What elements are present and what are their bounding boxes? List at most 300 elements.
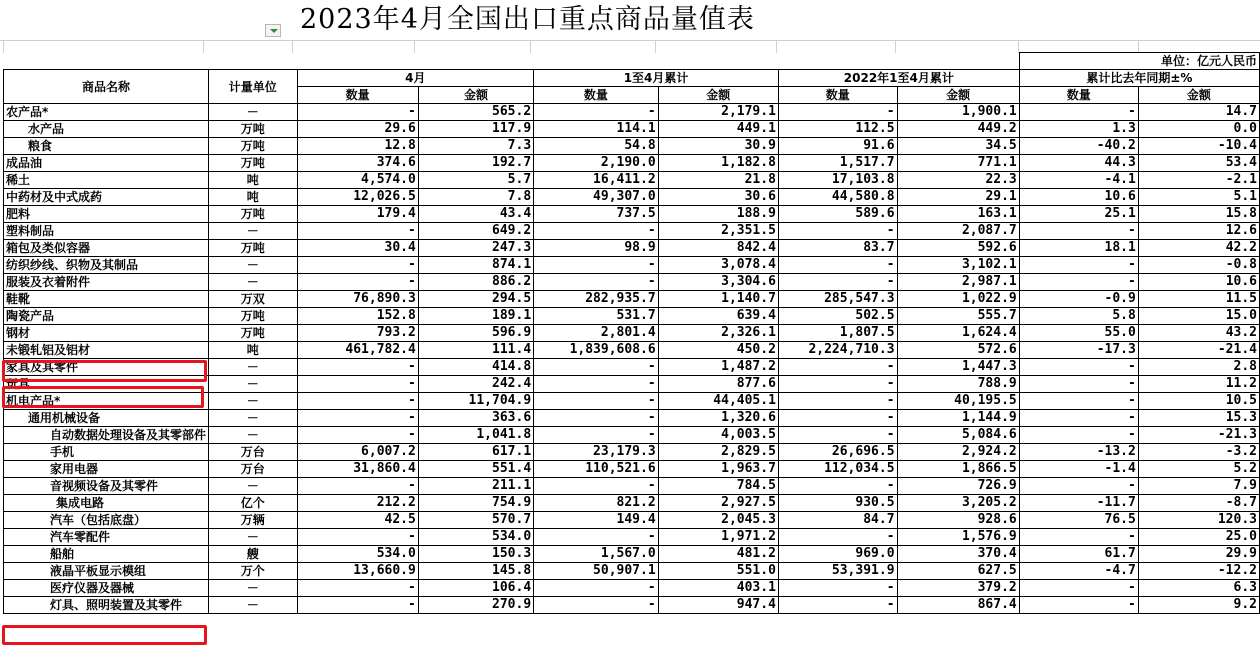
cell-value[interactable]: -8.7 <box>1138 495 1259 512</box>
cell-value[interactable]: 2,224,710.3 <box>778 342 897 359</box>
cell-value[interactable]: 106.4 <box>418 580 533 597</box>
cell-value[interactable]: 570.7 <box>418 512 533 529</box>
cell-value[interactable]: 112,034.5 <box>778 461 897 478</box>
cell-value[interactable]: 11,704.9 <box>418 393 533 410</box>
cell-value[interactable]: 461,782.4 <box>297 342 418 359</box>
cell-value[interactable]: 285,547.3 <box>778 291 897 308</box>
cell-value[interactable]: 534.0 <box>297 546 418 563</box>
cell-value[interactable]: 29.9 <box>1138 546 1259 563</box>
cell-commodity-name[interactable]: 自动数据处理设备及其零部件 <box>4 427 209 444</box>
cell-value[interactable]: 5.7 <box>418 172 533 189</box>
cell-unit[interactable]: 万辆 <box>209 512 297 529</box>
cell-value[interactable]: - <box>297 427 418 444</box>
header-group-change[interactable]: 累计比去年同期±% <box>1019 70 1259 87</box>
cell-value[interactable]: 1,866.5 <box>897 461 1019 478</box>
cell-value[interactable]: 55.0 <box>1019 325 1138 342</box>
cell-commodity-name[interactable]: 鞋靴 <box>4 291 209 308</box>
header-amt[interactable]: 金额 <box>658 87 778 104</box>
cell-value[interactable]: 1,567.0 <box>534 546 659 563</box>
cell-value[interactable]: 842.4 <box>658 240 778 257</box>
cell-commodity-name[interactable]: 陶瓷产品 <box>4 308 209 325</box>
cell-value[interactable]: -13.2 <box>1019 444 1138 461</box>
cell-value[interactable]: 50,907.1 <box>534 563 659 580</box>
cell-value[interactable]: 572.6 <box>897 342 1019 359</box>
cell-value[interactable]: 617.1 <box>418 444 533 461</box>
cell-value[interactable]: 179.4 <box>297 206 418 223</box>
cell-value[interactable]: 42.5 <box>297 512 418 529</box>
cell-commodity-name[interactable]: 钢材 <box>4 325 209 342</box>
cell-commodity-name[interactable]: 水产品 <box>4 121 209 138</box>
cell-unit[interactable]: 万吨 <box>209 138 297 155</box>
cell-value[interactable]: 1,963.7 <box>658 461 778 478</box>
cell-value[interactable]: 639.4 <box>658 308 778 325</box>
cell-value[interactable]: - <box>297 104 418 121</box>
cell-value[interactable]: 874.1 <box>418 257 533 274</box>
cell-value[interactable]: 5,084.6 <box>897 427 1019 444</box>
cell-value[interactable]: 2,326.1 <box>658 325 778 342</box>
header-group-ytd[interactable]: 1至4月累计 <box>534 70 779 87</box>
cell-value[interactable]: 9.2 <box>1138 597 1259 614</box>
cell-value[interactable]: 589.6 <box>778 206 897 223</box>
cell-value[interactable]: 22.3 <box>897 172 1019 189</box>
cell-commodity-name[interactable]: 肥料 <box>4 206 209 223</box>
cell-commodity-name[interactable]: 成品油 <box>4 155 209 172</box>
cell-value[interactable]: 16,411.2 <box>534 172 659 189</box>
cell-value[interactable]: 1,971.2 <box>658 529 778 546</box>
cell-value[interactable]: 877.6 <box>658 376 778 393</box>
cell-value[interactable]: 1,839,608.6 <box>534 342 659 359</box>
cell-value[interactable]: 2,924.2 <box>897 444 1019 461</box>
cell-unit[interactable]: － <box>209 359 297 376</box>
cell-value[interactable]: - <box>534 478 659 495</box>
cell-value[interactable]: 110,521.6 <box>534 461 659 478</box>
cell-value[interactable]: 534.0 <box>418 529 533 546</box>
header-unit[interactable]: 计量单位 <box>209 70 297 104</box>
cell-unit[interactable]: 吨 <box>209 172 297 189</box>
cell-value[interactable]: - <box>297 274 418 291</box>
cell-commodity-name[interactable]: 手机 <box>4 444 209 461</box>
cell-unit[interactable]: － <box>209 393 297 410</box>
cell-value[interactable]: - <box>778 393 897 410</box>
cell-value[interactable]: - <box>778 257 897 274</box>
cell-value[interactable]: 43.2 <box>1138 325 1259 342</box>
cell-value[interactable]: - <box>1019 393 1138 410</box>
cell-commodity-name[interactable]: 中药材及中式成药 <box>4 189 209 206</box>
cell-value[interactable]: 930.5 <box>778 495 897 512</box>
cell-commodity-name[interactable]: 汽车（包括底盘） <box>4 512 209 529</box>
cell-value[interactable]: 12.8 <box>297 138 418 155</box>
cell-value[interactable]: 449.1 <box>658 121 778 138</box>
cell-value[interactable]: 189.1 <box>418 308 533 325</box>
cell-unit[interactable]: 万吨 <box>209 308 297 325</box>
cell-unit[interactable]: 万吨 <box>209 121 297 138</box>
cell-value[interactable]: - <box>534 393 659 410</box>
cell-value[interactable]: - <box>778 410 897 427</box>
cell-value[interactable]: -10.4 <box>1138 138 1259 155</box>
cell-commodity-name[interactable]: 机电产品* <box>4 393 209 410</box>
header-qty[interactable]: 数量 <box>778 87 897 104</box>
cell-value[interactable]: 565.2 <box>418 104 533 121</box>
cell-value[interactable]: 1,487.2 <box>658 359 778 376</box>
cell-value[interactable]: 737.5 <box>534 206 659 223</box>
cell-value[interactable]: - <box>1019 104 1138 121</box>
cell-value[interactable]: 23,179.3 <box>534 444 659 461</box>
cell-value[interactable]: - <box>1019 376 1138 393</box>
cell-value[interactable]: 969.0 <box>778 546 897 563</box>
cell-commodity-name[interactable]: 服装及衣着附件 <box>4 274 209 291</box>
cell-value[interactable]: - <box>297 376 418 393</box>
cell-value[interactable]: 2,179.1 <box>658 104 778 121</box>
cell-value[interactable]: - <box>1019 478 1138 495</box>
cell-unit[interactable]: － <box>209 257 297 274</box>
cell-value[interactable]: 30.9 <box>658 138 778 155</box>
cell-value[interactable]: 7.9 <box>1138 478 1259 495</box>
cell-value[interactable]: 449.2 <box>897 121 1019 138</box>
header-group-apr[interactable]: 4月 <box>297 70 534 87</box>
cell-value[interactable]: -1.4 <box>1019 461 1138 478</box>
cell-value[interactable]: 2,351.5 <box>658 223 778 240</box>
cell-value[interactable]: 374.6 <box>297 155 418 172</box>
cell-value[interactable]: 947.4 <box>658 597 778 614</box>
cell-value[interactable]: 3,304.6 <box>658 274 778 291</box>
cell-value[interactable]: 54.8 <box>534 138 659 155</box>
cell-value[interactable]: 1,041.8 <box>418 427 533 444</box>
cell-value[interactable]: -0.9 <box>1019 291 1138 308</box>
cell-value[interactable]: 1,182.8 <box>658 155 778 172</box>
cell-commodity-name[interactable]: 未锻轧铝及铝材 <box>4 342 209 359</box>
cell-value[interactable]: 403.1 <box>658 580 778 597</box>
cell-value[interactable]: 1,624.4 <box>897 325 1019 342</box>
cell-value[interactable]: - <box>778 376 897 393</box>
cell-value[interactable]: 7.3 <box>418 138 533 155</box>
cell-value[interactable]: 149.4 <box>534 512 659 529</box>
cell-value[interactable]: 6,007.2 <box>297 444 418 461</box>
cell-value[interactable]: 1,447.3 <box>897 359 1019 376</box>
cell-value[interactable]: - <box>534 257 659 274</box>
cell-value[interactable]: 5.2 <box>1138 461 1259 478</box>
cell-value[interactable]: 10.6 <box>1138 274 1259 291</box>
cell-value[interactable]: 282,935.7 <box>534 291 659 308</box>
cell-value[interactable]: 4,003.5 <box>658 427 778 444</box>
cell-value[interactable]: 111.4 <box>418 342 533 359</box>
cell-value[interactable]: 551.0 <box>658 563 778 580</box>
filter-dropdown-icon[interactable] <box>265 24 281 37</box>
cell-value[interactable]: 13,660.9 <box>297 563 418 580</box>
cell-value[interactable]: -11.7 <box>1019 495 1138 512</box>
cell-value[interactable]: - <box>534 597 659 614</box>
cell-value[interactable]: -4.1 <box>1019 172 1138 189</box>
cell-value[interactable]: 1,140.7 <box>658 291 778 308</box>
cell-value[interactable]: 212.2 <box>297 495 418 512</box>
cell-unit[interactable]: 吨 <box>209 189 297 206</box>
cell-commodity-name[interactable]: 音视频设备及其零件 <box>4 478 209 495</box>
cell-value[interactable]: 21.8 <box>658 172 778 189</box>
cell-value[interactable]: 821.2 <box>534 495 659 512</box>
cell-unit[interactable]: － <box>209 104 297 121</box>
cell-value[interactable]: - <box>297 359 418 376</box>
cell-value[interactable]: 379.2 <box>897 580 1019 597</box>
cell-value[interactable]: - <box>534 529 659 546</box>
cell-value[interactable]: - <box>297 393 418 410</box>
cell-value[interactable]: 771.1 <box>897 155 1019 172</box>
cell-value[interactable]: 788.9 <box>897 376 1019 393</box>
cell-value[interactable]: 2.8 <box>1138 359 1259 376</box>
cell-value[interactable]: - <box>534 274 659 291</box>
cell-value[interactable]: 1.3 <box>1019 121 1138 138</box>
cell-value[interactable]: 14.7 <box>1138 104 1259 121</box>
cell-value[interactable]: 2,190.0 <box>534 155 659 172</box>
cell-value[interactable]: - <box>297 257 418 274</box>
cell-value[interactable]: 17,103.8 <box>778 172 897 189</box>
cell-value[interactable]: 1,900.1 <box>897 104 1019 121</box>
cell-commodity-name[interactable]: 塑料制品 <box>4 223 209 240</box>
cell-value[interactable]: 1,576.9 <box>897 529 1019 546</box>
cell-value[interactable]: 555.7 <box>897 308 1019 325</box>
cell-value[interactable]: 754.9 <box>418 495 533 512</box>
cell-value[interactable]: 7.8 <box>418 189 533 206</box>
cell-value[interactable]: 2,801.4 <box>534 325 659 342</box>
cell-commodity-name[interactable]: 家用电器 <box>4 461 209 478</box>
cell-value[interactable]: -21.4 <box>1138 342 1259 359</box>
cell-value[interactable]: 5.1 <box>1138 189 1259 206</box>
cell-value[interactable]: 15.8 <box>1138 206 1259 223</box>
cell-commodity-name[interactable]: 液晶平板显示模组 <box>4 563 209 580</box>
cell-value[interactable]: - <box>1019 529 1138 546</box>
cell-value[interactable]: 12,026.5 <box>297 189 418 206</box>
cell-value[interactable]: - <box>297 580 418 597</box>
cell-value[interactable]: 1,144.9 <box>897 410 1019 427</box>
cell-commodity-name[interactable]: 玩具 <box>4 376 209 393</box>
cell-value[interactable]: -21.3 <box>1138 427 1259 444</box>
cell-value[interactable]: - <box>297 478 418 495</box>
cell-value[interactable]: 25.0 <box>1138 529 1259 546</box>
cell-value[interactable]: 76,890.3 <box>297 291 418 308</box>
cell-value[interactable]: 370.4 <box>897 546 1019 563</box>
cell-value[interactable]: -4.7 <box>1019 563 1138 580</box>
cell-unit[interactable]: 万吨 <box>209 240 297 257</box>
cell-value[interactable]: - <box>778 427 897 444</box>
cell-value[interactable]: 1,022.9 <box>897 291 1019 308</box>
header-qty[interactable]: 数量 <box>534 87 659 104</box>
cell-value[interactable]: 294.5 <box>418 291 533 308</box>
cell-value[interactable]: 29.1 <box>897 189 1019 206</box>
cell-value[interactable]: - <box>1019 223 1138 240</box>
cell-unit[interactable]: － <box>209 529 297 546</box>
cell-value[interactable]: 928.6 <box>897 512 1019 529</box>
cell-value[interactable]: 784.5 <box>658 478 778 495</box>
cell-value[interactable]: 2,087.7 <box>897 223 1019 240</box>
cell-value[interactable]: - <box>297 529 418 546</box>
cell-value[interactable]: 247.3 <box>418 240 533 257</box>
cell-unit[interactable]: 亿个 <box>209 495 297 512</box>
cell-value[interactable]: 4,574.0 <box>297 172 418 189</box>
cell-value[interactable]: 649.2 <box>418 223 533 240</box>
cell-value[interactable]: - <box>778 597 897 614</box>
cell-value[interactable]: 3,102.1 <box>897 257 1019 274</box>
cell-value[interactable]: - <box>1019 580 1138 597</box>
cell-value[interactable]: 163.1 <box>897 206 1019 223</box>
cell-value[interactable]: - <box>778 359 897 376</box>
cell-value[interactable]: 5.8 <box>1019 308 1138 325</box>
cell-value[interactable]: 34.5 <box>897 138 1019 155</box>
cell-value[interactable]: 49,307.0 <box>534 189 659 206</box>
cell-value[interactable]: 18.1 <box>1019 240 1138 257</box>
cell-value[interactable]: 152.8 <box>297 308 418 325</box>
cell-value[interactable]: 450.2 <box>658 342 778 359</box>
cell-value[interactable]: 150.3 <box>418 546 533 563</box>
cell-value[interactable]: 31,860.4 <box>297 461 418 478</box>
cell-value[interactable]: - <box>534 410 659 427</box>
cell-commodity-name[interactable]: 粮食 <box>4 138 209 155</box>
cell-value[interactable]: 25.1 <box>1019 206 1138 223</box>
cell-value[interactable]: 53.4 <box>1138 155 1259 172</box>
cell-value[interactable]: 1,807.5 <box>778 325 897 342</box>
cell-unit[interactable]: 万个 <box>209 563 297 580</box>
cell-value[interactable]: - <box>534 376 659 393</box>
cell-value[interactable]: 83.7 <box>778 240 897 257</box>
cell-value[interactable]: 114.1 <box>534 121 659 138</box>
cell-value[interactable]: - <box>534 580 659 597</box>
cell-value[interactable]: 596.9 <box>418 325 533 342</box>
cell-unit[interactable]: 吨 <box>209 342 297 359</box>
cell-value[interactable]: 30.6 <box>658 189 778 206</box>
cell-value[interactable]: 592.6 <box>897 240 1019 257</box>
cell-unit[interactable]: － <box>209 427 297 444</box>
cell-value[interactable]: 43.4 <box>418 206 533 223</box>
cell-value[interactable]: - <box>1019 427 1138 444</box>
cell-value[interactable]: -3.2 <box>1138 444 1259 461</box>
cell-value[interactable]: 886.2 <box>418 274 533 291</box>
cell-unit[interactable]: 万台 <box>209 444 297 461</box>
cell-value[interactable]: 363.6 <box>418 410 533 427</box>
cell-value[interactable]: 2,045.3 <box>658 512 778 529</box>
header-amt[interactable]: 金额 <box>897 87 1019 104</box>
cell-unit[interactable]: 艘 <box>209 546 297 563</box>
cell-value[interactable]: - <box>297 597 418 614</box>
cell-unit[interactable]: 万双 <box>209 291 297 308</box>
cell-value[interactable]: - <box>1019 410 1138 427</box>
cell-value[interactable]: 15.0 <box>1138 308 1259 325</box>
cell-value[interactable]: 551.4 <box>418 461 533 478</box>
cell-value[interactable]: -17.3 <box>1019 342 1138 359</box>
cell-value[interactable]: -12.2 <box>1138 563 1259 580</box>
cell-unit[interactable]: － <box>209 376 297 393</box>
cell-value[interactable]: - <box>778 223 897 240</box>
cell-commodity-name[interactable]: 农产品* <box>4 104 209 121</box>
cell-value[interactable]: 53,391.9 <box>778 563 897 580</box>
cell-unit[interactable]: － <box>209 478 297 495</box>
cell-value[interactable]: 11.2 <box>1138 376 1259 393</box>
cell-value[interactable]: 793.2 <box>297 325 418 342</box>
cell-value[interactable]: - <box>297 410 418 427</box>
cell-commodity-name[interactable]: 家具及其零件 <box>4 359 209 376</box>
header-qty[interactable]: 数量 <box>297 87 418 104</box>
cell-value[interactable]: 44,580.8 <box>778 189 897 206</box>
cell-commodity-name[interactable]: 箱包及类似容器 <box>4 240 209 257</box>
cell-value[interactable]: - <box>534 359 659 376</box>
cell-commodity-name[interactable]: 稀土 <box>4 172 209 189</box>
cell-value[interactable]: - <box>534 427 659 444</box>
cell-unit[interactable]: 万台 <box>209 461 297 478</box>
cell-value[interactable]: - <box>297 223 418 240</box>
cell-unit[interactable]: 万吨 <box>209 325 297 342</box>
cell-value[interactable]: - <box>778 274 897 291</box>
header-qty[interactable]: 数量 <box>1019 87 1138 104</box>
header-group-prev[interactable]: 2022年1至4月累计 <box>778 70 1019 87</box>
cell-value[interactable]: 10.6 <box>1019 189 1138 206</box>
cell-value[interactable]: 98.9 <box>534 240 659 257</box>
cell-value[interactable]: 26,696.5 <box>778 444 897 461</box>
cell-value[interactable]: 192.7 <box>418 155 533 172</box>
cell-value[interactable]: 120.3 <box>1138 512 1259 529</box>
cell-value[interactable]: 270.9 <box>418 597 533 614</box>
cell-value[interactable]: 117.9 <box>418 121 533 138</box>
cell-value[interactable]: 726.9 <box>897 478 1019 495</box>
cell-value[interactable]: 40,195.5 <box>897 393 1019 410</box>
cell-unit[interactable]: － <box>209 223 297 240</box>
cell-value[interactable]: 112.5 <box>778 121 897 138</box>
cell-value[interactable]: 3,078.4 <box>658 257 778 274</box>
cell-value[interactable]: - <box>534 223 659 240</box>
cell-commodity-name[interactable]: 通用机械设备 <box>4 410 209 427</box>
cell-commodity-name[interactable]: 汽车零配件 <box>4 529 209 546</box>
header-amt[interactable]: 金额 <box>418 87 533 104</box>
cell-unit[interactable]: － <box>209 410 297 427</box>
cell-value[interactable]: 242.4 <box>418 376 533 393</box>
cell-value[interactable]: 44,405.1 <box>658 393 778 410</box>
cell-value[interactable]: 76.5 <box>1019 512 1138 529</box>
cell-value[interactable]: 3,205.2 <box>897 495 1019 512</box>
cell-value[interactable]: 42.2 <box>1138 240 1259 257</box>
cell-value[interactable]: - <box>778 580 897 597</box>
cell-value[interactable]: 30.4 <box>297 240 418 257</box>
cell-commodity-name[interactable]: 纺织纱线、织物及其制品 <box>4 257 209 274</box>
cell-value[interactable]: 91.6 <box>778 138 897 155</box>
cell-value[interactable]: 15.3 <box>1138 410 1259 427</box>
cell-value[interactable]: - <box>1019 257 1138 274</box>
cell-value[interactable]: - <box>1019 359 1138 376</box>
cell-value[interactable]: - <box>1019 274 1138 291</box>
cell-value[interactable]: 12.6 <box>1138 223 1259 240</box>
cell-value[interactable]: -2.1 <box>1138 172 1259 189</box>
cell-value[interactable]: - <box>778 529 897 546</box>
cell-unit[interactable]: 万吨 <box>209 155 297 172</box>
cell-unit[interactable]: 万吨 <box>209 206 297 223</box>
cell-value[interactable]: 61.7 <box>1019 546 1138 563</box>
cell-value[interactable]: 1,517.7 <box>778 155 897 172</box>
cell-value[interactable]: 188.9 <box>658 206 778 223</box>
cell-value[interactable]: 10.5 <box>1138 393 1259 410</box>
cell-value[interactable]: 414.8 <box>418 359 533 376</box>
cell-value[interactable]: - <box>778 478 897 495</box>
cell-commodity-name[interactable]: 船舶 <box>4 546 209 563</box>
cell-value[interactable]: 145.8 <box>418 563 533 580</box>
header-amt[interactable]: 金额 <box>1138 87 1259 104</box>
cell-unit[interactable]: － <box>209 274 297 291</box>
cell-value[interactable]: - <box>778 104 897 121</box>
cell-value[interactable]: -0.8 <box>1138 257 1259 274</box>
cell-value[interactable]: 29.6 <box>297 121 418 138</box>
cell-value[interactable]: 2,829.5 <box>658 444 778 461</box>
cell-value[interactable]: 6.3 <box>1138 580 1259 597</box>
cell-unit[interactable]: － <box>209 597 297 614</box>
cell-value[interactable]: 84.7 <box>778 512 897 529</box>
cell-commodity-name[interactable]: 灯具、照明装置及其零件 <box>4 597 209 614</box>
cell-value[interactable]: 211.1 <box>418 478 533 495</box>
cell-value[interactable]: 0.0 <box>1138 121 1259 138</box>
cell-commodity-name[interactable]: 集成电路 <box>4 495 209 512</box>
cell-value[interactable]: 627.5 <box>897 563 1019 580</box>
